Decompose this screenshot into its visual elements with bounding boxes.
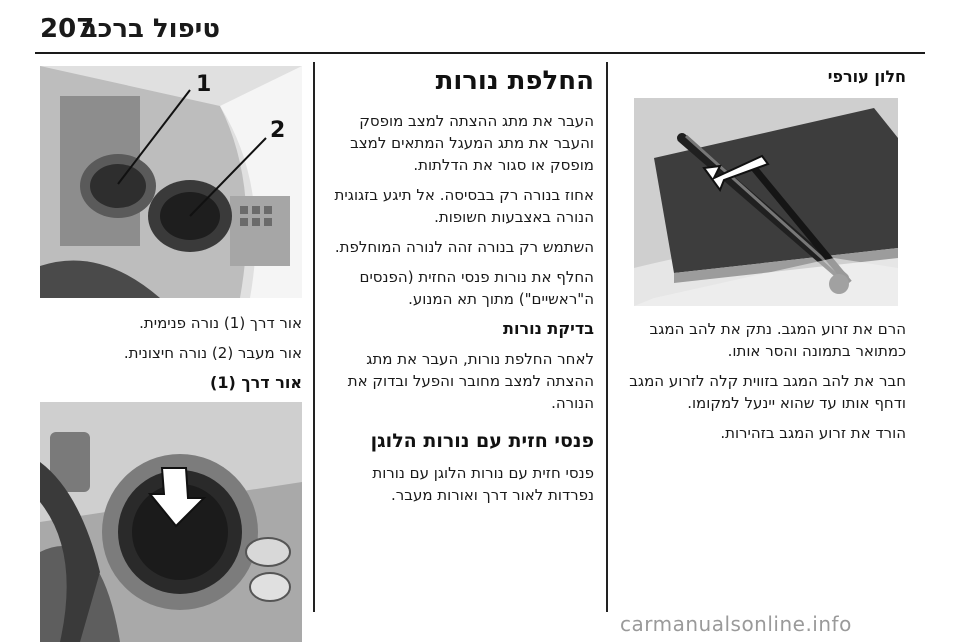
column-headlamp-figures [36,66,302,642]
subsection-title-high-beam: אור דרך (1) [210,373,302,392]
legend-high-beam: אור דרך (1) נורה פנימית. [139,314,302,332]
headlamp-cap-removal-illustration [40,402,302,642]
subsection-title-bulb-check: בדיקת נורות [503,319,594,338]
page-header [0,0,960,56]
bulb-instruction-1: העבר את מתג ההצתה למצב מופסק והעבר את מתג המעגל המתאים למצב מופסק או סגור את הדלתות. [350,112,594,174]
bulb-instruction-3: השתמש רק בנורה זהה לנורה המוחלפת. [334,238,594,256]
bulb-instruction-2: אחוז בנורה רק בבסיסה. אל תיגע בזגוגית הנורה באצבעות חשופות. [334,186,594,226]
page-number: 207 [40,14,95,44]
callout-2: 2 [270,118,286,143]
headlamp-rear-illustration [40,66,302,298]
rear-wiper-step-3: הורד את זרוע המגב בזהירות. [720,424,906,442]
rear-wiper-illustration [634,98,898,306]
section-title-bulb-replacement: החלפת נורות [435,66,594,96]
rear-wiper-step-1: הרם את זרוע המגב. נתק את להב המגב כמתואר בתמונה והסר אותו. [649,320,906,360]
legend-low-beam: אור מעבר (2) נורה חיצונית. [123,344,302,362]
bulb-check-text: לאחר החלפת נורות, העבר את מתג ההצתה למצב מחובר והפעל ובדוק את הנורה. [347,350,594,412]
column-bulb-replacement [326,66,594,514]
rear-wiper-step-2: חבר את להב המגב בזווית קלה לזרוע המגב ודחף אותו עד שהוא יינעל למקומו. [629,372,906,412]
column-divider-right [606,62,608,612]
column-divider-left [313,62,315,612]
column-rear-window [620,66,906,452]
halogen-headlights-text: פנסי חזית עם נורות הלוגן עם נורות נפרדות לאור דרך ואורות מעבר. [372,464,594,504]
section-title-halogen-headlights: פנסי חזית עם נורות הלוגן [370,430,594,452]
running-title: טיפול ברכב [81,14,220,44]
section-title-rear-window: חלון עורפי [827,67,906,86]
bulb-instruction-4: החלף את נורות פנסי החזית (הפנסים ה"ראשיים") מתוך תא המנוע. [359,268,594,308]
callout-1: 1 [196,72,212,97]
watermark: carmanualsonline.info [620,612,852,636]
header-rule [35,52,925,54]
